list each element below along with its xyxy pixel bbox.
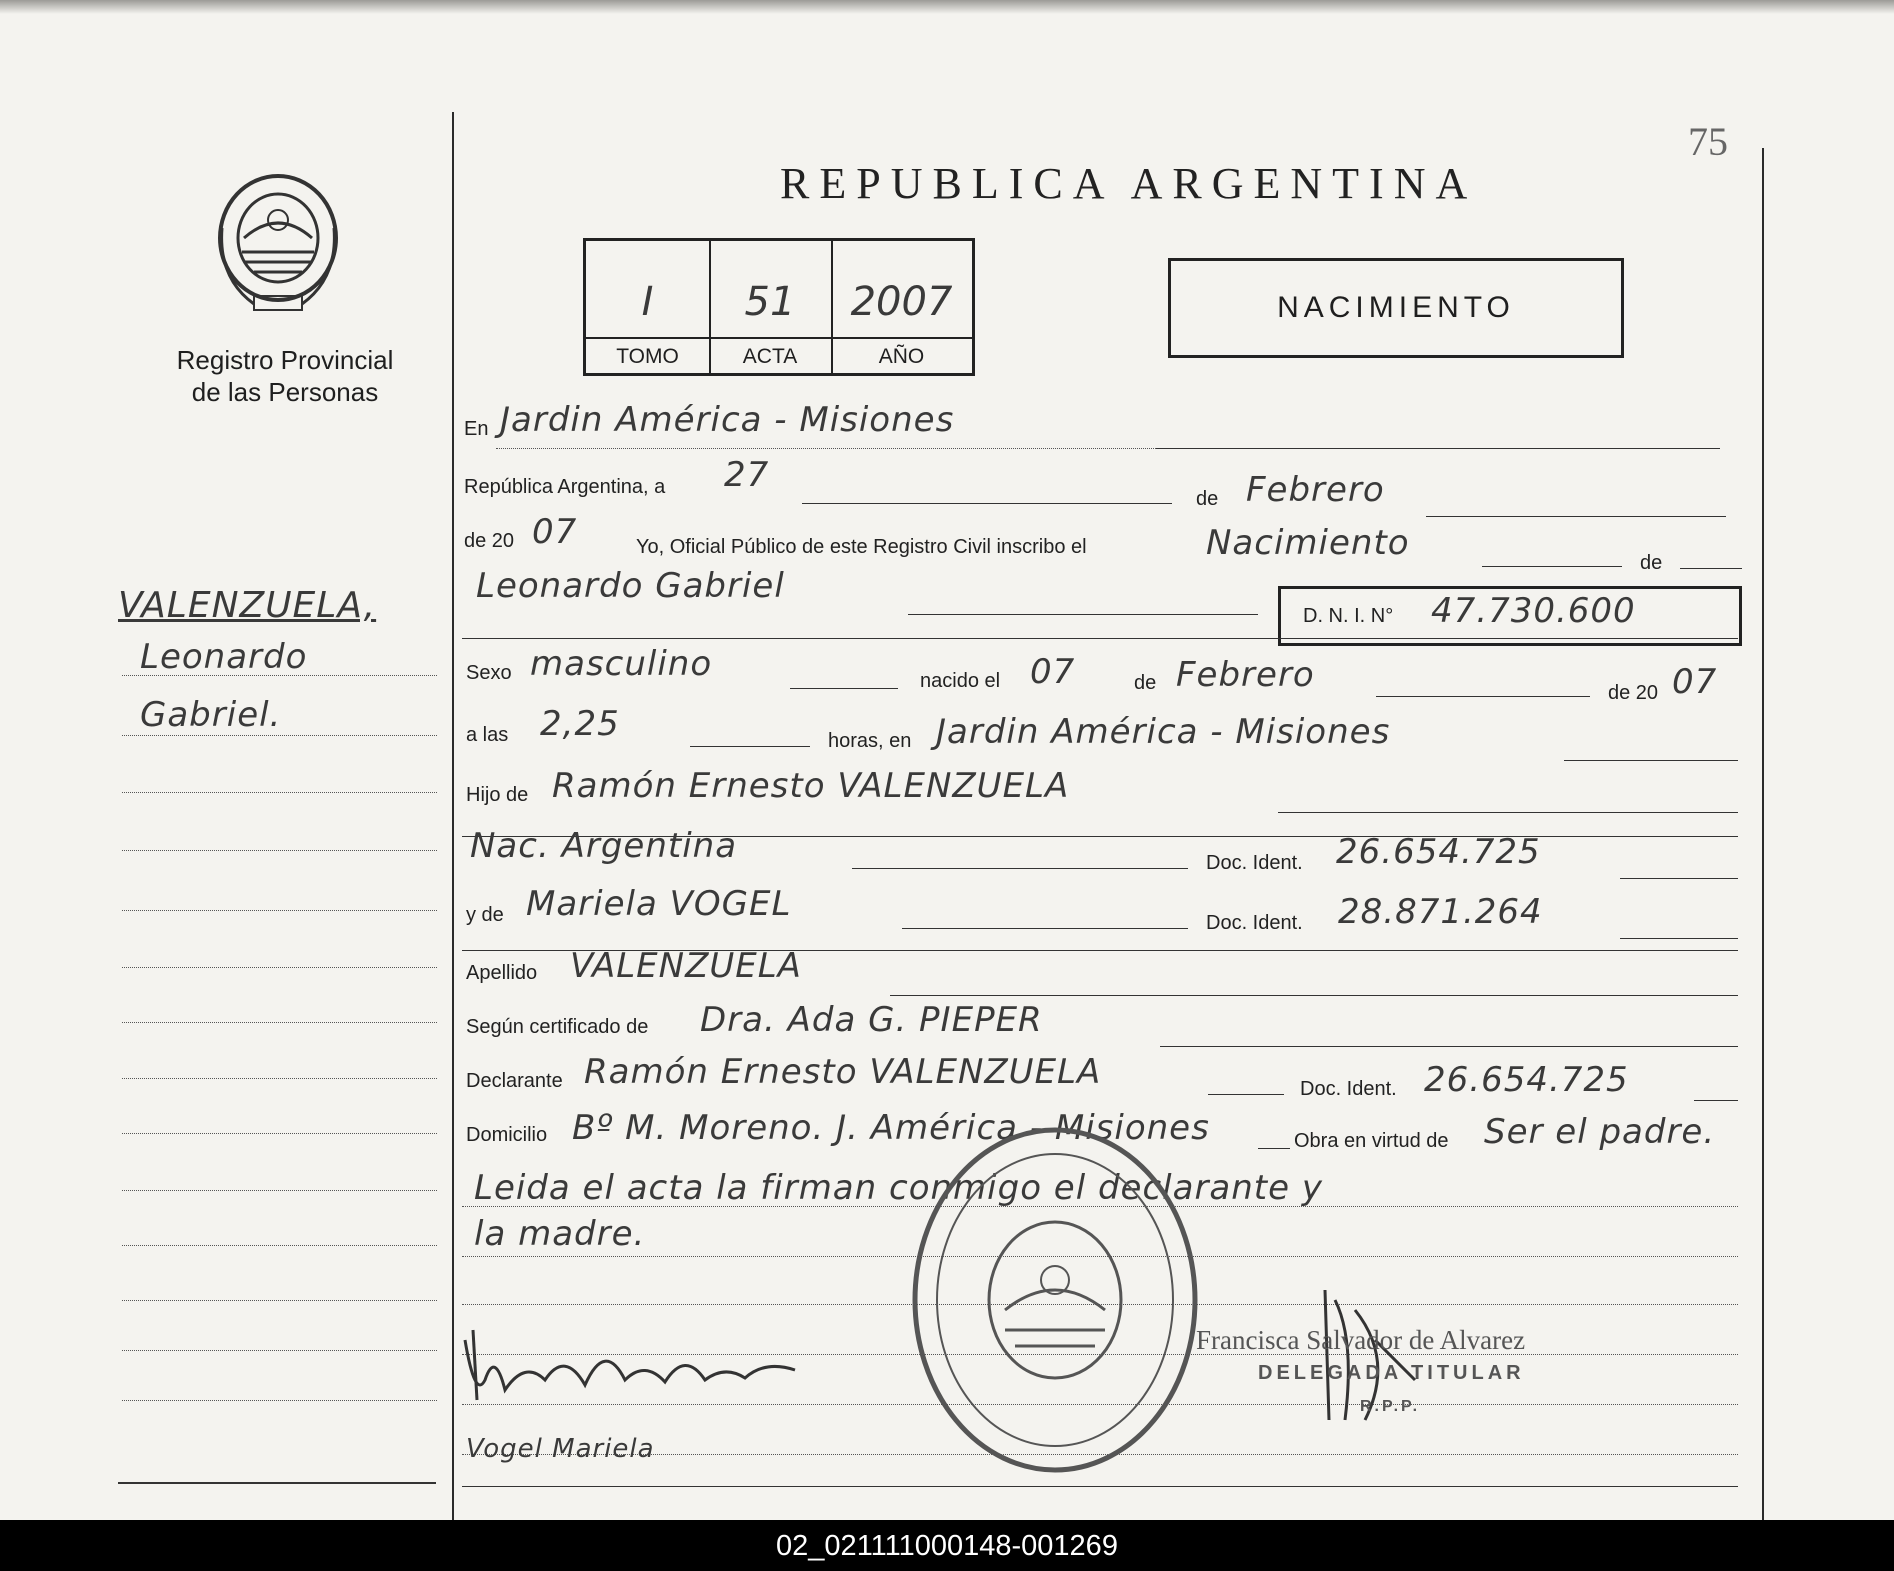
tomo-value: I [641,279,654,325]
de20-label: de 20 [464,530,515,552]
margin-surname: VALENZUELA, [118,585,377,626]
form-rule [1564,760,1738,761]
margin-rule [122,1350,437,1351]
month-value: Febrero [1246,470,1385,510]
note-line-1: Leida el acta la firman conmigo el declarante y [474,1168,1323,1208]
birth-year-suffix-value: 07 [1672,662,1718,702]
officer-unit: R.P.P. [1360,1398,1421,1415]
event-value: Nacimiento [1206,523,1410,563]
form-rule [790,688,898,689]
de20-label-2: de 20 [1608,682,1659,704]
tomo-label: TOMO [586,337,709,375]
form-rule [1160,1046,1738,1047]
margin-rule [122,1300,437,1301]
form-rule [902,928,1188,929]
form-rule [890,995,1738,996]
declarant-signature [455,1320,815,1410]
father-nationality-value: Nac. Argentina [470,826,738,866]
country-title: REPUBLICA ARGENTINA [780,159,1478,208]
registry-line-2: de las Personas [191,377,379,407]
mother-signature: Vogel Mariela [466,1434,655,1464]
apellido-label: Apellido [466,962,538,984]
margin-rule [122,735,437,736]
form-rule [462,638,1738,639]
column-divider [452,112,454,1520]
day-value: 27 [724,455,770,495]
margin-rule [122,1133,437,1134]
en-label: En [464,418,489,440]
scan-top-shadow [0,0,1894,14]
acta-label: ACTA [709,337,831,375]
mother-doc-value: 28.871.264 [1338,892,1543,932]
note-line-2: la madre. [474,1214,646,1254]
yde-label: y de [466,904,504,926]
acta-value: 51 [744,279,796,325]
republica-label: República Argentina, a [464,476,666,498]
margin-rule [122,675,437,676]
form-rule [1694,1100,1738,1101]
margin-rule [122,967,437,968]
page-number: 75 [1688,119,1728,164]
margin-bottom-rule [118,1482,436,1484]
form-rule [690,746,810,747]
child-name-value: Leonardo Gabriel [476,566,785,606]
margin-rule [122,1078,437,1079]
form-rule [1680,568,1742,569]
margin-rule [122,910,437,911]
doc-label-2: Doc. Ident. [1206,912,1303,934]
margin-second-name: Gabriel. [140,695,282,735]
margin-rule [122,850,437,851]
scan-footer [0,1520,1894,1571]
form-rule [1376,696,1590,697]
doc-label: Doc. Ident. [1206,852,1303,874]
dni-value: 47.730.600 [1431,591,1636,631]
doc-label-3: Doc. Ident. [1300,1078,1397,1100]
tomo-cell [586,241,711,373]
form-rule [908,614,1258,615]
domicilio-label: Domicilio [466,1124,548,1146]
hijo-label: Hijo de [466,784,529,806]
form-rule [802,503,1172,504]
form-rule [1208,1094,1284,1095]
anio-label: AÑO [831,337,972,375]
officer-title: DELEGADA TITULAR [1258,1362,1525,1384]
form-rule [496,448,1156,449]
act-type-box: NACIMIENTO [1168,258,1624,358]
address-value: Bº M. Moreno. J. América - Misiones [572,1108,1210,1148]
acta-cell [709,241,833,373]
sexo-label: Sexo [466,662,512,684]
form-rule [1258,1148,1290,1149]
provincial-seal-logo [214,168,342,316]
margin-rule [122,1400,437,1401]
form-rule [1156,448,1720,449]
sex-value: masculino [530,644,713,684]
certifier-value: Dra. Ada G. PIEPER [700,1000,1043,1040]
form-rule [1426,516,1726,517]
horas-label: horas, en [828,730,912,752]
place-value: Jardin América - Misiones [500,400,955,440]
image-code: 02_021111000148-001269 [776,1530,1118,1562]
de-label-3: de [1134,672,1157,694]
year-suffix-value: 07 [532,512,578,552]
declarant-value: Ramón Ernesto VALENZUELA [584,1052,1102,1092]
form-rule [1482,566,1622,567]
officer-name: Francisca Salvador de Alvarez [1196,1325,1526,1355]
de-label-2: de [1640,552,1663,574]
alas-label: a las [466,724,509,746]
anio-value: 2007 [850,279,953,325]
surname-value: VALENZUELA [570,946,802,986]
form-rule [462,1486,1738,1487]
dni-label: D. N. I. N° [1303,605,1394,627]
margin-first-name: Leonardo [140,637,308,677]
form-rule [852,868,1188,869]
segun-label: Según certificado de [466,1016,649,1038]
margin-rule [122,1190,437,1191]
right-border [1762,148,1764,1520]
dni-box [1278,586,1742,646]
birth-day-value: 07 [1030,652,1076,692]
form-rule [1620,938,1738,939]
declarante-label: Declarante [466,1070,563,1092]
basis-value: Ser el padre. [1484,1112,1716,1152]
birth-month-value: Febrero [1176,655,1315,695]
registry-name [140,344,430,408]
yo-label: Yo, Oficial Público de este Registro Civil inscribo el [636,536,1087,558]
birth-time-value: 2,25 [540,704,620,744]
father-doc-value: 26.654.725 [1336,832,1541,872]
margin-rule [122,792,437,793]
register-box [583,238,975,376]
margin-rule [122,1022,437,1023]
birth-place-value: Jardin América - Misiones [936,712,1391,752]
obra-label: Obra en virtud de [1294,1130,1449,1152]
form-rule [1278,812,1738,813]
registry-line-1: Registro Provincial [176,345,394,375]
form-rule [1620,878,1738,879]
declarant-doc-value: 26.654.725 [1424,1060,1629,1100]
nacido-label: nacido el [920,670,1001,692]
de-label: de [1196,488,1219,510]
margin-rule [122,1245,437,1246]
registry-rubber-stamp [905,1120,1205,1480]
anio-cell [831,241,972,373]
father-value: Ramón Ernesto VALENZUELA [552,766,1070,806]
mother-value: Mariela VOGEL [526,884,792,924]
